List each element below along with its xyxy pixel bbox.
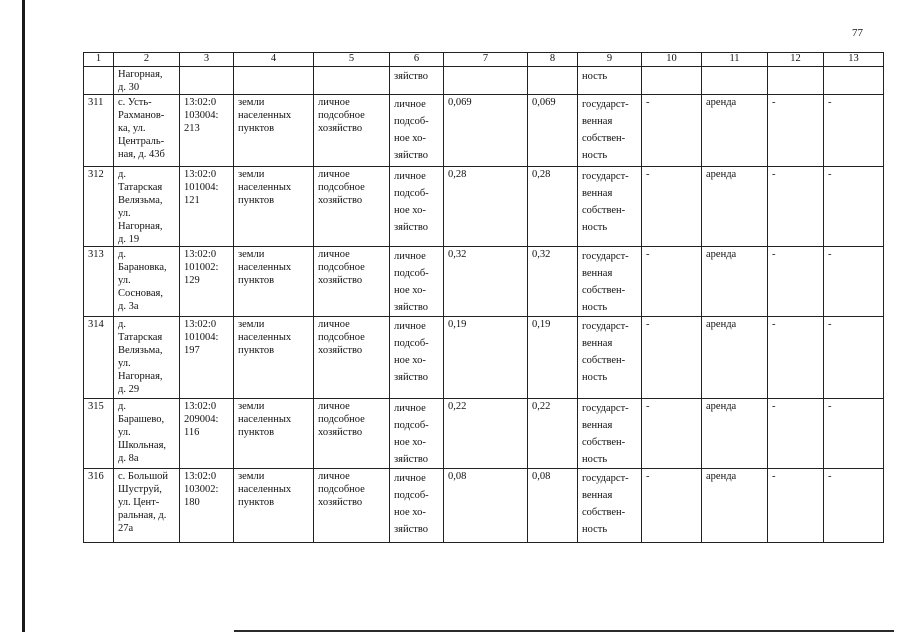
table-cell [702, 67, 768, 95]
usage-cell: личное подсоб- ное хо- зяйство [390, 167, 444, 247]
dash-cell: - [824, 247, 884, 317]
table-cell [180, 67, 234, 95]
dash-cell: - [824, 95, 884, 167]
continuation-row [84, 67, 884, 95]
encumbrance-cell: аренда [702, 317, 768, 399]
cadastral-number-cell: 13:02:0 103002: 180 [180, 469, 234, 543]
dash-cell: - [768, 469, 824, 543]
column-header: 9 [578, 53, 642, 67]
address-cell: д. Барановка, ул. Сосновая, д. 3а [114, 247, 180, 317]
cadastral-number-cell: 13:02:0 209004: 116 [180, 399, 234, 469]
permitted-use-cell: личное подсобное хозяйство [314, 95, 390, 167]
land-category-cell: земли населенных пунктов [234, 247, 314, 317]
column-header: 13 [824, 53, 884, 67]
land-category-cell: земли населенных пунктов [234, 95, 314, 167]
dash-cell: - [768, 399, 824, 469]
address-cell: с. Большой Шуструй, ул. Цент- ральная, д. 27а [114, 469, 180, 543]
usage-cell: личное подсоб- ное хо- зяйство [390, 399, 444, 469]
row-number: 311 [84, 95, 114, 167]
usage-cell: зяйство [390, 67, 444, 95]
address-cell: Нагорная, д. 30 [114, 67, 180, 95]
area-cell: 0,22 [444, 399, 528, 469]
cadastral-number-cell: 13:02:0 101002: 129 [180, 247, 234, 317]
column-header: 7 [444, 53, 528, 67]
address-cell: д. Татарская Велязьма, ул. Нагорная, д. 29 [114, 317, 180, 399]
ownership-cell: государст- венная собствен- ность [578, 247, 642, 317]
dash-cell: - [642, 247, 702, 317]
column-header: 4 [234, 53, 314, 67]
area-cell: 0,19 [444, 317, 528, 399]
row-number: 313 [84, 247, 114, 317]
ownership-cell: государст- венная собствен- ность [578, 95, 642, 167]
table-cell [444, 67, 528, 95]
dash-cell: - [642, 317, 702, 399]
area-cell: 0,32 [528, 247, 578, 317]
ownership-cell: государст- венная собствен- ность [578, 167, 642, 247]
dash-cell: - [642, 469, 702, 543]
dash-cell: - [824, 167, 884, 247]
area-cell: 0,069 [444, 95, 528, 167]
row-number: 315 [84, 399, 114, 469]
scan-bottom-edge [234, 630, 894, 632]
usage-cell: личное подсоб- ное хо- зяйство [390, 247, 444, 317]
land-category-cell: земли населенных пунктов [234, 167, 314, 247]
permitted-use-cell: личное подсобное хозяйство [314, 247, 390, 317]
cadastral-number-cell: 13:02:0 101004: 197 [180, 317, 234, 399]
dash-cell: - [642, 399, 702, 469]
row-number: 316 [84, 469, 114, 543]
column-header: 10 [642, 53, 702, 67]
ownership-cell: государст- венная собствен- ность [578, 317, 642, 399]
area-cell: 0,08 [528, 469, 578, 543]
table-cell [314, 67, 390, 95]
land-category-cell: земли населенных пунктов [234, 317, 314, 399]
table-row [84, 247, 884, 317]
area-cell: 0,19 [528, 317, 578, 399]
permitted-use-cell: личное подсобное хозяйство [314, 317, 390, 399]
row-number: 314 [84, 317, 114, 399]
encumbrance-cell: аренда [702, 469, 768, 543]
table-cell [768, 67, 824, 95]
dash-cell: - [824, 469, 884, 543]
dash-cell: - [642, 167, 702, 247]
table-cell [84, 67, 114, 95]
column-header: 2 [114, 53, 180, 67]
column-header: 8 [528, 53, 578, 67]
area-cell: 0,22 [528, 399, 578, 469]
column-header: 11 [702, 53, 768, 67]
scan-left-edge [22, 0, 25, 632]
usage-cell: личное подсоб- ное хо- зяйство [390, 469, 444, 543]
address-cell: д. Барашево, ул. Школьная, д. 8а [114, 399, 180, 469]
ownership-cell: государст- венная собствен- ность [578, 399, 642, 469]
column-number-row [84, 53, 884, 67]
land-registry-table [83, 52, 884, 543]
row-number: 312 [84, 167, 114, 247]
table-cell [234, 67, 314, 95]
cadastral-number-cell: 13:02:0 103004: 213 [180, 95, 234, 167]
encumbrance-cell: аренда [702, 399, 768, 469]
dash-cell: - [768, 167, 824, 247]
column-header: 3 [180, 53, 234, 67]
area-cell: 0,28 [528, 167, 578, 247]
permitted-use-cell: личное подсобное хозяйство [314, 469, 390, 543]
dash-cell: - [768, 317, 824, 399]
dash-cell: - [768, 95, 824, 167]
table-row [84, 399, 884, 469]
page-number: 77 [852, 27, 863, 39]
usage-cell: личное подсоб- ное хо- зяйство [390, 317, 444, 399]
permitted-use-cell: личное подсобное хозяйство [314, 399, 390, 469]
area-cell: 0,32 [444, 247, 528, 317]
dash-cell: - [824, 317, 884, 399]
area-cell: 0,069 [528, 95, 578, 167]
dash-cell: - [768, 247, 824, 317]
land-category-cell: земли населенных пунктов [234, 399, 314, 469]
encumbrance-cell: аренда [702, 167, 768, 247]
usage-cell: личное подсоб- ное хо- зяйство [390, 95, 444, 167]
encumbrance-cell: аренда [702, 95, 768, 167]
dash-cell: - [642, 95, 702, 167]
dash-cell: - [824, 399, 884, 469]
cadastral-number-cell: 13:02:0 101004: 121 [180, 167, 234, 247]
ownership-cell: ность [578, 67, 642, 95]
address-cell: д. Татарская Велязьма, ул. Нагорная, д. 19 [114, 167, 180, 247]
table-cell [528, 67, 578, 95]
table-row [84, 317, 884, 399]
area-cell: 0,28 [444, 167, 528, 247]
area-cell: 0,08 [444, 469, 528, 543]
table-row [84, 95, 884, 167]
encumbrance-cell: аренда [702, 247, 768, 317]
address-cell: с. Усть- Рахманов- ка, ул. Централь- ная, д. 43б [114, 95, 180, 167]
column-header: 12 [768, 53, 824, 67]
column-header: 1 [84, 53, 114, 67]
column-header: 5 [314, 53, 390, 67]
land-category-cell: земли населенных пунктов [234, 469, 314, 543]
table-row [84, 469, 884, 543]
table-cell [824, 67, 884, 95]
table-cell [642, 67, 702, 95]
column-header: 6 [390, 53, 444, 67]
ownership-cell: государст- венная собствен- ность [578, 469, 642, 543]
table-row [84, 167, 884, 247]
permitted-use-cell: личное подсобное хозяйство [314, 167, 390, 247]
